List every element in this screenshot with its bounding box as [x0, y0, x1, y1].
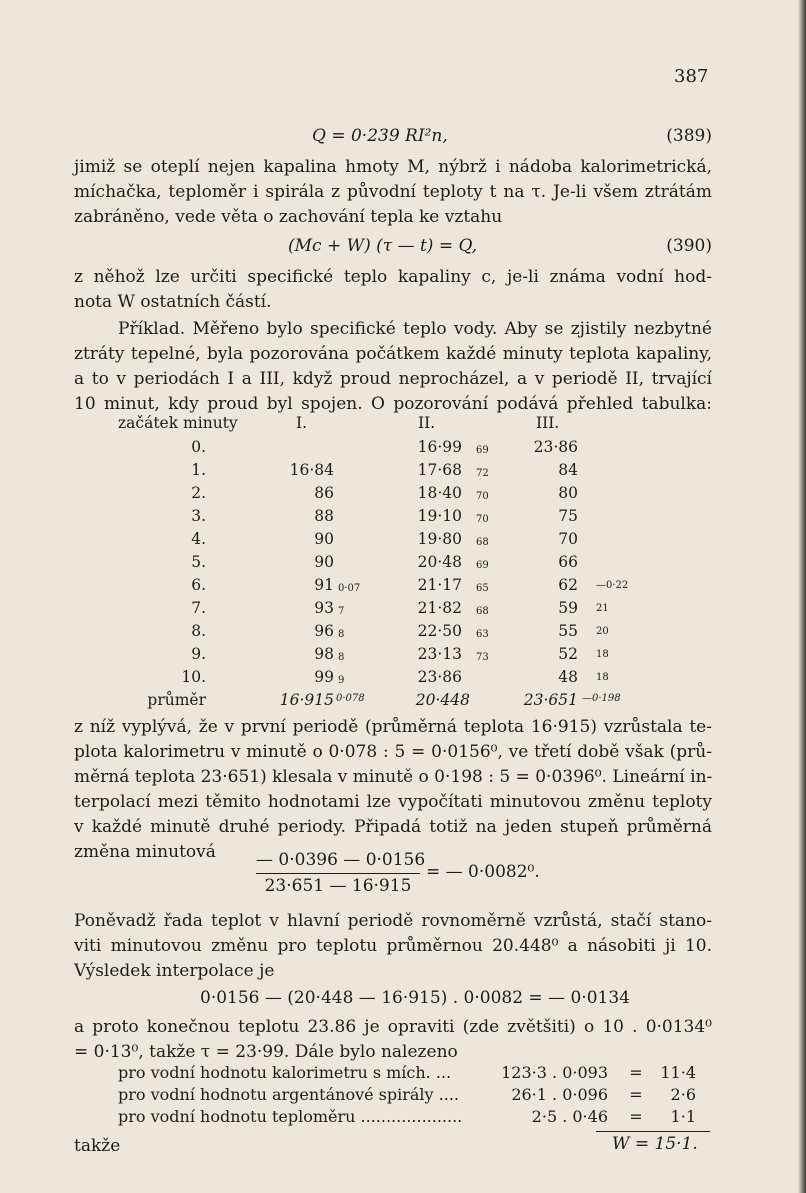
table-cell-minute: 7. — [191, 599, 206, 617]
table-cell-period1: 90 — [314, 553, 334, 571]
text-line: zabráněno, vede věta o zachování tepla ke vztahu — [74, 207, 503, 227]
water-item-equals: = — [629, 1107, 643, 1126]
table-cell-period3: 23·86 — [533, 438, 578, 456]
table-cell-period3: 75 — [558, 507, 578, 525]
table-avg-diff3: —0·198 — [582, 693, 621, 704]
table-avg-label: průměr — [147, 691, 206, 709]
table-avg-diff1: 0·078 — [336, 693, 365, 704]
water-item-label: pro vodní hodnotu teploměru .................... — [118, 1107, 463, 1126]
text-line: z níž vyplývá, že v první periodě (průměrná teplota 16·915) vzrůstala te- — [74, 717, 712, 737]
table-cell-minute: 1. — [191, 461, 206, 479]
table-cell-minute: 9. — [191, 645, 206, 663]
table-cell-period3: 70 — [558, 530, 578, 548]
table-header: III. — [536, 414, 560, 432]
fraction-numerator: — 0·0396 — 0·0156 — [256, 850, 426, 870]
table-cell-period2: 23·86 — [417, 668, 462, 686]
table-cell-period1: 99 — [314, 668, 334, 686]
text-line: jimiž se oteplí nejen kapalina hmoty M, nýbrž i nádoba kalorimetrická, — [74, 157, 712, 177]
table-cell-diff2: 70 — [476, 491, 489, 502]
table-cell-diff1: 7 — [338, 606, 345, 617]
table-cell-diff2: 72 — [476, 468, 489, 479]
fraction-denominator: 23·651 — 16·915 — [264, 876, 412, 896]
water-item-value: 2·6 — [670, 1085, 696, 1104]
table-cell-period2: 21·17 — [417, 576, 462, 594]
table-cell-minute: 5. — [191, 553, 206, 571]
text-line: a proto konečnou teplotu 23.86 je opraviti (zde zvětšiti) o 10 . 0·0134⁰ — [74, 1017, 712, 1037]
fraction-bar — [256, 873, 420, 874]
table-cell-period2: 19·80 — [417, 530, 462, 548]
table-cell-period1: 96 — [314, 622, 334, 640]
table-cell-period1: 86 — [314, 484, 334, 502]
table-cell-minute: 6. — [191, 576, 206, 594]
text-line: ztráty tepelné, byla pozorována počátkem každé minuty teplota kapaliny, — [74, 344, 712, 364]
equation-389-number: (389) — [666, 126, 712, 146]
text-line: Poněvadž řada teplot v hlavní periodě rovnoměrně vzrůstá, stačí stano- — [74, 911, 712, 931]
water-item-equals: = — [629, 1085, 643, 1104]
text-line: viti minutovou změnu pro teplotu průměrnou 20.448⁰ a násobiti ji 10. — [74, 936, 712, 956]
table-cell-diff3: 18 — [596, 672, 609, 683]
water-item-label: pro vodní hodnotu kalorimetru s mích. ... — [118, 1063, 452, 1082]
text-line: Výsledek interpolace je — [74, 961, 275, 981]
equation-390: (Mc + W) (τ — t) = Q, — [288, 236, 477, 256]
table-avg-period2: 20·448 — [415, 691, 470, 709]
table-cell-period3: 48 — [558, 668, 578, 686]
table-cell-period3: 84 — [558, 461, 578, 479]
table-cell-minute: 0. — [191, 438, 206, 456]
table-cell-period3: 80 — [558, 484, 578, 502]
text-line: míchačka, teploměr i spirála z původní teploty t na τ. Je-li všem ztrátám — [74, 182, 712, 202]
table-cell-period2: 16·99 — [417, 438, 462, 456]
text-line: = 0·13⁰, takže τ = 23·99. Dále bylo nalezeno — [74, 1042, 458, 1062]
equation-389: Q = 0·239 RI²n, — [312, 126, 448, 146]
table-cell-diff2: 70 — [476, 514, 489, 525]
table-cell-period2: 20·48 — [417, 553, 462, 571]
table-cell-minute: 10. — [181, 668, 206, 686]
text-line: změna minutová — [74, 842, 216, 862]
table-cell-period3: 66 — [558, 553, 578, 571]
table-header: II. — [418, 414, 436, 432]
water-item-calc: 26·1 . 0·096 — [511, 1085, 608, 1104]
text-line: plota kalorimetru v minutě o 0·078 : 5 = 0·0156⁰, ve třetí době však (prů- — [74, 742, 712, 762]
table-cell-minute: 2. — [191, 484, 206, 502]
table-cell-period2: 18·40 — [417, 484, 462, 502]
table-cell-diff2: 69 — [476, 445, 489, 456]
table-avg-period1: 16·915 — [279, 691, 334, 709]
table-cell-period1: 98 — [314, 645, 334, 663]
table-cell-diff2: 73 — [476, 652, 489, 663]
table-cell-period2: 21·82 — [417, 599, 462, 617]
table-cell-period3: 62 — [558, 576, 578, 594]
table-cell-period3: 59 — [558, 599, 578, 617]
table-cell-diff1: 0·07 — [338, 583, 361, 594]
text-line: terpolací mezi těmito hodnotami lze vypočítati minutovou změnu teploty — [74, 792, 712, 812]
page-edge-shadow — [798, 0, 806, 1193]
table-cell-diff2: 63 — [476, 629, 489, 640]
table-cell-diff3: 20 — [596, 626, 609, 637]
interpolation-equation: 0·0156 — (20·448 — 16·915) . 0·0082 = — 0·0134 — [200, 988, 630, 1008]
table-cell-period1: 93 — [314, 599, 334, 617]
table-cell-period2: 23·13 — [417, 645, 462, 663]
table-cell-period1: 88 — [314, 507, 334, 525]
equation-390-number: (390) — [666, 236, 712, 256]
table-cell-diff1: 8 — [338, 652, 345, 663]
table-cell-period2: 22·50 — [417, 622, 462, 640]
takze-label: takže — [74, 1136, 121, 1156]
text-line: z něhož lze určiti specifické teplo kapaliny c, je-li známa vodní hod- — [74, 267, 712, 287]
water-item-label: pro vodní hodnotu argentánové spirály .... — [118, 1085, 460, 1104]
table-cell-diff2: 65 — [476, 583, 489, 594]
table-cell-period3: 52 — [558, 645, 578, 663]
table-cell-diff3: 21 — [596, 603, 609, 614]
text-line: Příklad. Měřeno bylo specifické teplo vody. Aby se zjistily nezbytné — [118, 319, 712, 339]
table-cell-period1: 16·84 — [289, 461, 334, 479]
table-cell-period1: 91 — [314, 576, 334, 594]
text-line: nota W ostatních částí. — [74, 292, 272, 312]
text-line: a to v periodách I a III, když proud neprocházel, a v periodě II, trvající — [74, 369, 712, 389]
water-item-value: 11·4 — [660, 1063, 696, 1082]
table-cell-minute: 8. — [191, 622, 206, 640]
table-cell-diff1: 8 — [338, 629, 345, 640]
text-line: v každé minutě druhé periody. Připadá totiž na jeden stupeň průměrná — [74, 817, 712, 837]
table-cell-diff3: 18 — [596, 649, 609, 660]
table-cell-minute: 3. — [191, 507, 206, 525]
water-total: W = 15·1. — [612, 1134, 698, 1154]
table-cell-period2: 19·10 — [417, 507, 462, 525]
text-line: měrná teplota 23·651) klesala v minutě o 0·198 : 5 = 0·0396⁰. Lineární in- — [74, 767, 713, 787]
table-avg-period3: 23·651 — [523, 691, 578, 709]
table-cell-diff3: —0·22 — [596, 580, 629, 591]
table-cell-diff2: 69 — [476, 560, 489, 571]
table-cell-period3: 55 — [558, 622, 578, 640]
table-cell-diff2: 68 — [476, 537, 489, 548]
water-item-equals: = — [629, 1063, 643, 1082]
table-cell-minute: 4. — [191, 530, 206, 548]
text-line: 10 minut, kdy proud byl spojen. O pozorování podává přehled tabulka: — [74, 394, 712, 414]
table-cell-diff2: 68 — [476, 606, 489, 617]
sum-line — [596, 1131, 710, 1132]
water-item-calc: 123·3 . 0·093 — [501, 1063, 608, 1082]
table-header: začátek minuty — [118, 414, 238, 432]
table-cell-diff1: 9 — [338, 675, 345, 686]
table-cell-period1: 90 — [314, 530, 334, 548]
table-header: I. — [296, 414, 308, 432]
table-cell-period2: 17·68 — [417, 461, 462, 479]
fraction-result: = — 0·0082⁰. — [426, 862, 540, 882]
water-item-calc: 2·5 . 0·46 — [531, 1107, 608, 1126]
water-item-value: 1·1 — [670, 1107, 696, 1126]
page-number: 387 — [674, 66, 709, 87]
